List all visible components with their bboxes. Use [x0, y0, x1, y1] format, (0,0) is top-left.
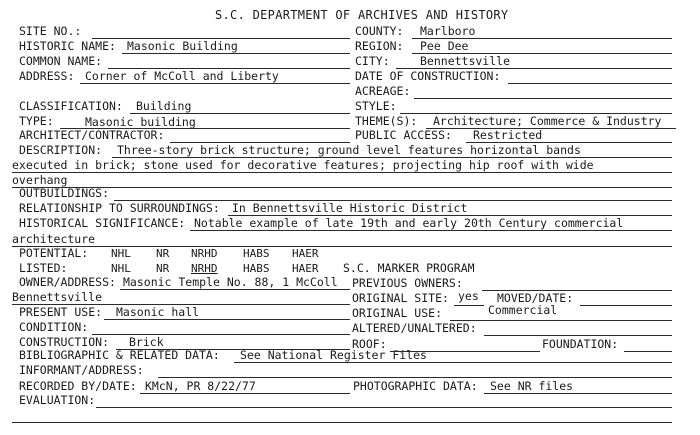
moved-date-label: MOVED/DATE: [497, 291, 574, 305]
city-label: CITY: [355, 54, 390, 68]
previous-owners-label: PREVIOUS OWNERS: [352, 276, 463, 290]
significance-label: HISTORICAL SIGNIFICANCE: [19, 216, 186, 230]
bibliographic-value: See National Register Files [240, 348, 427, 362]
present-use-line [104, 319, 350, 320]
potential-habs: HABS [243, 247, 270, 260]
original-site-value: yes [458, 289, 479, 303]
evaluation-label: EVALUATION: [19, 393, 96, 407]
owner-label: OWNER/ADDRESS: [19, 275, 116, 289]
date-construction-line [508, 83, 672, 84]
themes-line [426, 128, 676, 129]
historic-name-label: HISTORIC NAME: [19, 39, 116, 53]
potential-haer: HAER [292, 247, 319, 260]
acreage-label: ACREAGE: [355, 84, 411, 98]
address-label: ADDRESS: [19, 69, 75, 83]
original-use-label: ORIGINAL USE: [352, 306, 443, 320]
architect-label: ARCHITECT/CONTRACTOR: [19, 128, 165, 142]
relationship-value: In Bennettsville Historic District [232, 201, 468, 215]
recorded-label: RECORDED BY/DATE: [19, 379, 137, 393]
evaluation-line-2 [12, 422, 672, 423]
listed-label: LISTED: [19, 261, 68, 275]
listed-nrhd-marked: NRHD [191, 262, 218, 275]
original-site-label: ORIGINAL SITE: [352, 291, 449, 305]
listed-nhl: NHL [111, 262, 131, 275]
classification-line [130, 113, 350, 114]
construction-label: CONSTRUCTION: [19, 335, 110, 349]
potential-nhl: NHL [111, 247, 131, 260]
themes-value: Architecture; Commerce & Industry [433, 114, 662, 128]
type-value: Masonic building [85, 115, 196, 129]
relationship-label: RELATIONSHIP TO SURROUNDINGS: [19, 201, 220, 215]
foundation-line [624, 351, 672, 352]
classification-label: CLASSIFICATION: [19, 99, 123, 113]
altered-label: ALTERED/UNALTERED: [352, 321, 477, 335]
description-label: DESCRIPTION: [19, 143, 103, 157]
altered-line [484, 335, 672, 336]
owner-underline-1 [120, 289, 350, 290]
photographic-value: See NR files [490, 379, 574, 393]
region-label: REGION: [355, 39, 404, 53]
county-label: COUNTY: [355, 24, 404, 38]
region-value: Pee Dee [420, 39, 469, 53]
historic-name-value: Masonic Building [127, 39, 238, 53]
description-line-2: executed in brick; stone used for decorative features; projecting hip roof with wide [12, 158, 594, 172]
listed-nr: NR [156, 262, 170, 275]
evaluation-line [96, 407, 672, 408]
photographic-label: PHOTOGRAPHIC DATA: [353, 379, 478, 393]
listed-haer: HAER [292, 262, 319, 275]
potential-nr: NR [156, 247, 170, 260]
type-label: TYPE: [19, 114, 54, 128]
public-access-value: Restricted [473, 128, 543, 142]
recorded-line [140, 393, 350, 394]
original-site-line [454, 305, 484, 306]
informant-line [158, 377, 672, 378]
county-value: Marlboro [420, 24, 476, 38]
construction-value: Brick [129, 335, 164, 349]
description-underline-3 [12, 187, 672, 188]
condition-label: CONDITION: [19, 320, 89, 334]
date-construction-label: DATE OF CONSTRUCTION: [355, 69, 501, 83]
public-access-label: PUBLIC ACCESS: [355, 128, 452, 142]
owner-line-1: Masonic Temple No. 88, 1 McColl [123, 275, 338, 289]
original-use-line [450, 320, 672, 321]
description-line-1: Three-story brick structure; ground level features horizontal bands [117, 143, 581, 157]
original-use-value: Commercial [488, 303, 558, 317]
potential-label: POTENTIAL: [19, 246, 89, 260]
present-use-label: PRESENT USE: [19, 305, 103, 319]
themes-label: THEME(S): [355, 114, 418, 128]
common-name-label: COMMON NAME: [19, 54, 103, 68]
listed-habs: HABS [243, 262, 270, 275]
roof-line [390, 351, 540, 352]
foundation-label: FOUNDATION: [542, 337, 619, 351]
informant-label: INFORMANT/ADDRESS: [19, 363, 144, 377]
description-line-3: overhang [12, 173, 68, 187]
marker-program-label: S.C. MARKER PROGRAM [343, 261, 475, 275]
classification-value: Building [136, 99, 192, 113]
significance-line-1: Notable example of late 19th and early 20th Century commercial [194, 216, 624, 230]
roof-label: ROOF: [352, 337, 387, 351]
city-value: Bennettsville [420, 54, 511, 68]
significance-underline-1 [190, 230, 672, 231]
present-use-value: Masonic hall [116, 305, 200, 319]
potential-nrhd: NRHD [191, 247, 218, 260]
site-no-label: SITE NO.: [19, 24, 82, 38]
photographic-line [484, 393, 672, 394]
address-value: Corner of McColl and Liberty [85, 69, 279, 83]
bibliographic-label: BIBLIOGRAPHIC & RELATED DATA: [19, 348, 220, 362]
moved-date-line [580, 305, 672, 306]
address-line [80, 83, 350, 84]
style-label: STYLE: [355, 99, 397, 113]
recorded-value: KMcN, PR 8/22/77 [145, 379, 256, 393]
bibliographic-line [234, 362, 672, 363]
form-title: S.C. DEPARTMENT OF ARCHIVES AND HISTORY [215, 8, 509, 22]
outbuildings-label: OUTBUILDINGS: [19, 186, 110, 200]
acreage-line [414, 98, 672, 99]
significance-line-2: architecture [12, 232, 96, 246]
owner-line-2: Bennettsville [12, 290, 103, 304]
public-access-line [466, 142, 672, 143]
historic-name-line [122, 53, 350, 54]
description-underline-2 [12, 172, 672, 173]
